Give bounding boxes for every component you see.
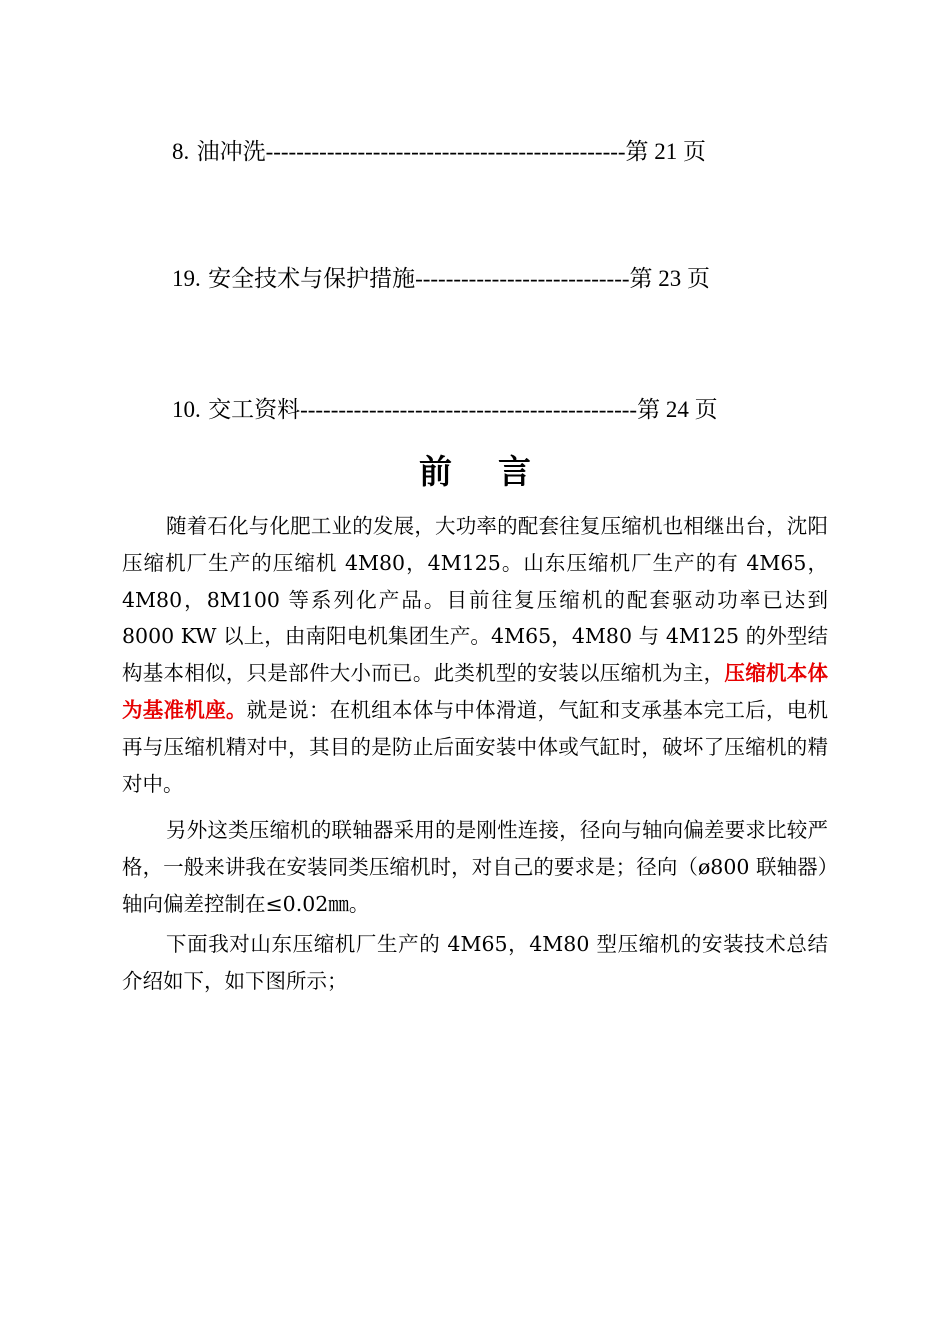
toc-entry-page: 第 21 页 xyxy=(625,139,707,164)
toc-entry-number: 8. xyxy=(172,139,190,164)
highlighted-text: 压缩机本体为基准机座。 xyxy=(122,661,829,722)
section-heading-preface: 前言 xyxy=(419,452,577,491)
toc-entry-leader: ---------------------------- xyxy=(415,266,630,291)
toc-entry-safety xyxy=(0,264,950,294)
toc-entry-number: 19. xyxy=(172,266,201,291)
toc-entry-leader: -------------------------------------------- xyxy=(300,397,638,422)
toc-entry-leader: ----------------------------------------------- xyxy=(265,139,626,164)
paragraph-text: 随着石化与化肥工业的发展，大功率的配套往复压缩机也相继出台，沈阳压缩机厂生产的压缩机 4M80，4M125。山东压缩机厂生产的有 4M65，4M80，8M100 等系列化产品。目前往复压缩机的配套驱动功率已达到 8000 KW 以上，由南阳电机集团生产。4M65，4M80 与 4M125 的外型结构基本相似，只是部件大小而已。此类机型的安装以压缩机为主， xyxy=(122,514,828,686)
preface-paragraph-2: 另外这类压缩机的联轴器采用的是刚性连接，径向与轴向偏差要求比较严格，一般来讲我在安装同类压缩机时，对自己的要求是；径向（ø800 联轴器）轴向偏差控制在≤0.02㎜。 xyxy=(122,818,828,916)
preface-paragraph-3: 下面我对山东压缩机厂生产的 4M65，4M80 型压缩机的安装技术总结介绍如下，如下图所示； xyxy=(122,932,828,993)
toc-entry-title: 交工资料 xyxy=(208,397,301,423)
toc-entry-title: 安全技术与保护措施 xyxy=(208,266,416,292)
toc-entry-page: 第 24 页 xyxy=(637,397,718,422)
toc-entry-page: 第 23 页 xyxy=(629,266,711,291)
paragraph-text: 就是说：在机组本体与中体滑道，气缸和支承基本完工后，电机再与压缩机精对中，其目的是防止后面安装中体或气缸时，破坏了压缩机的精对中。 xyxy=(122,697,829,796)
toc-entry-handover-docs xyxy=(0,395,950,425)
toc-entry-number: 10. xyxy=(172,397,201,422)
toc-entry-oil-flushing xyxy=(0,137,950,167)
preface-paragraph-1 xyxy=(122,508,828,802)
toc-entry-title: 油冲洗 xyxy=(196,139,266,165)
